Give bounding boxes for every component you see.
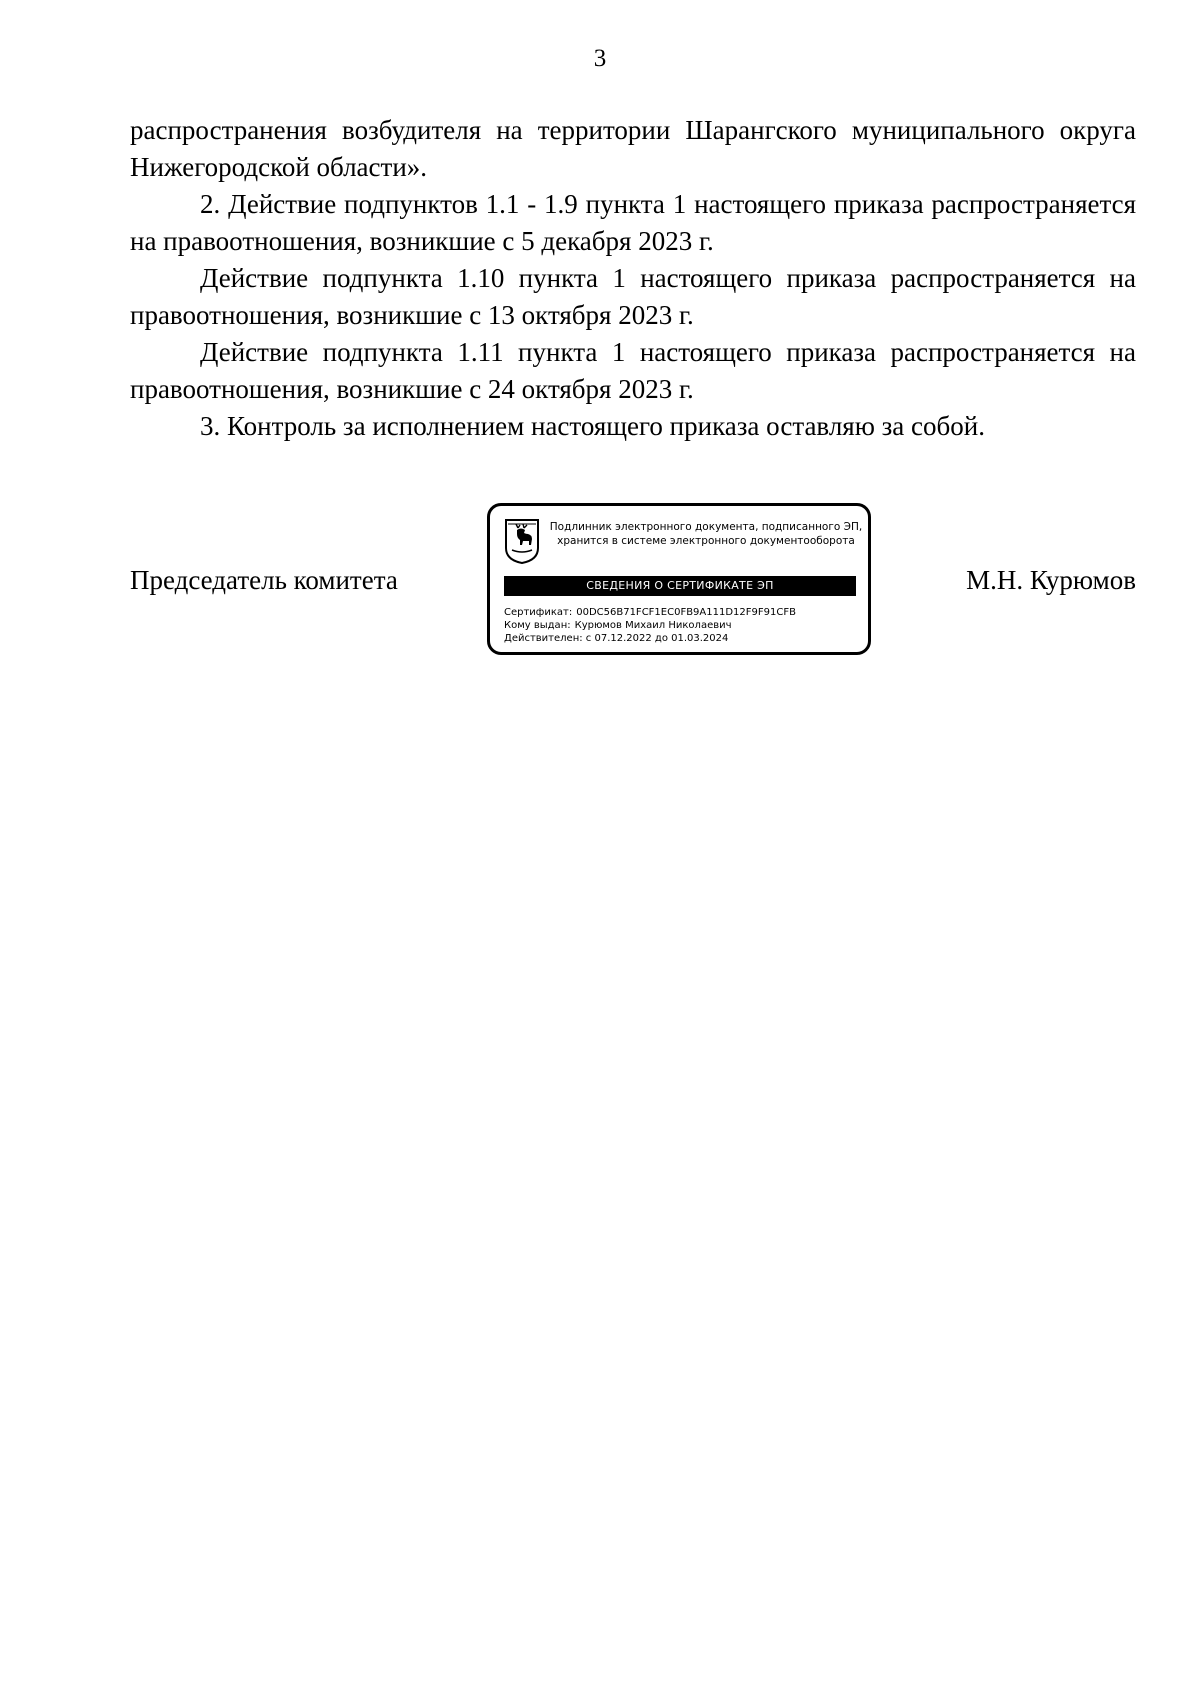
certificate-label: Сертификат:	[504, 607, 573, 618]
paragraph-continuation: распространения возбудителя на территории Шарангского муниципального округа Нижегородской области».	[130, 115, 1136, 182]
paragraph-item-2: 2. Действие подпунктов 1.1 - 1.9 пункта 1 настоящего приказа распространяется на правоотношения, возникшие с 5 декабря 2023 г.	[130, 189, 1136, 256]
signatory-name: М.Н. Курюмов	[966, 565, 1136, 595]
stamp-header	[548, 520, 864, 548]
signatory-position: Председатель комитета	[130, 565, 398, 595]
nizhny-novgorod-deer-emblem-icon	[504, 518, 540, 564]
stamp-certificate-title-bar: СВЕДЕНИЯ О СЕРТИФИКАТЕ ЭП	[504, 576, 856, 596]
issued-to-value: Курюмов Михаил Николаевич	[574, 620, 732, 631]
paragraph-subitem-1-11: Действие подпункта 1.11 пункта 1 настоящего приказа распространяется на правоотношения, возникшие с 24 октября 2023 г.	[130, 337, 1136, 404]
stamp-certificate-details	[504, 606, 860, 645]
document-body	[130, 112, 1136, 445]
paragraph-item-3: 3. Контроль за исполнением настоящего приказа оставляю за собой.	[200, 411, 985, 441]
stamp-header-line-1: Подлинник электронного документа, подписанного ЭП,	[549, 521, 863, 533]
certificate-row	[504, 606, 860, 619]
paragraph-subitem-1-10: Действие подпункта 1.10 пункта 1 настоящего приказа распространяется на правоотношения, возникшие с 13 октября 2023 г.	[130, 263, 1136, 330]
certificate-value: 00DC56B71FCF1EC0FB9A111D12F9F91CFB	[576, 607, 796, 618]
issued-to-row	[504, 619, 860, 632]
issued-to-label: Кому выдан:	[504, 620, 571, 631]
electronic-signature-stamp	[487, 503, 871, 655]
stamp-header-line-2: хранится в системе электронного документооборота	[557, 535, 855, 547]
validity-row: Действителен: с 07.12.2022 до 01.03.2024	[504, 633, 729, 644]
page-number: 3	[593, 45, 607, 72]
